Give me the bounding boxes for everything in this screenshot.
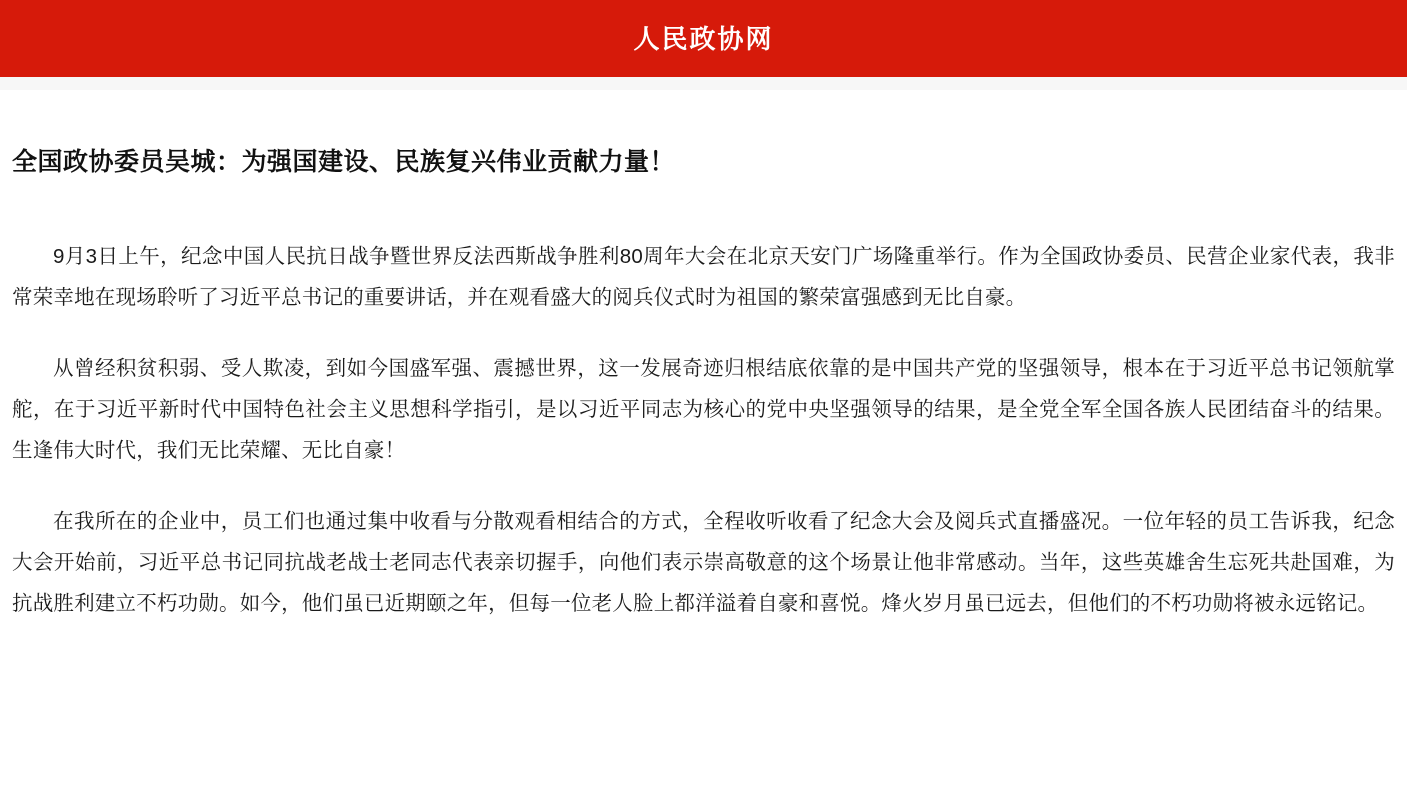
article-paragraph: 从曾经积贫积弱、受人欺凌，到如今国盛军强、震撼世界，这一发展奇迹归根结底依靠的是中国共产党的坚强领导，根本在于习近平总书记领航掌舵，在于习近平新时代中国特色社会主义思想科学指引，是以习近平同志为核心的党中央坚强领导的结果，是全党全军全国各族人民团结奋斗的结果。生逢伟大时代，我们无比荣耀、无比自豪！ xyxy=(12,356,1395,462)
article-paragraph: 9月3日上午，纪念中国人民抗日战争暨世界反法西斯战争胜利80周年大会在北京天安门广场隆重举行。作为全国政协委员、民营企业家代表，我非常荣幸地在现场聆听了习近平总书记的重要讲话，并在观看盛大的阅兵仪式时为祖国的繁荣富强感到无比自豪。 xyxy=(12,244,1395,309)
article-container xyxy=(0,90,1407,624)
header-divider xyxy=(0,77,1407,90)
site-title: 人民政协网 xyxy=(633,23,774,54)
article-body xyxy=(12,180,1395,624)
article-title: 全国政协委员吴城：为强国建设、民族复兴伟业贡献力量！ xyxy=(12,148,676,176)
site-header xyxy=(0,0,1407,77)
article-paragraph: 在我所在的企业中，员工们也通过集中收看与分散观看相结合的方式，全程收听收看了纪念大会及阅兵式直播盛况。一位年轻的员工告诉我，纪念大会开始前，习近平总书记同抗战老战士老同志代表亲切握手，向他们表示崇高敬意的这个场景让他非常感动。当年，这些英雄舍生忘死共赴国难，为抗战胜利建立不朽功勋。如今，他们虽已近期颐之年，但每一位老人脸上都洋溢着自豪和喜悦。烽火岁月虽已远去，但他们的不朽功勋将被永远铭记。 xyxy=(12,509,1395,615)
